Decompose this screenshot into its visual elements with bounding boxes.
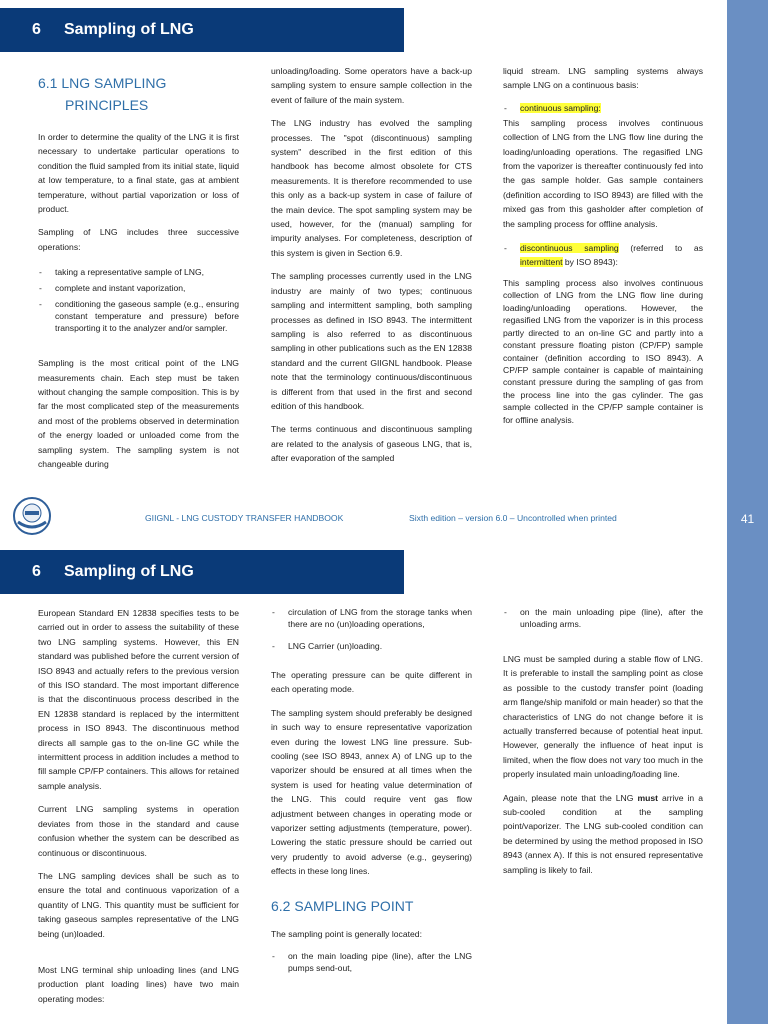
chapter-number: 6 (32, 21, 41, 38)
paragraph: The LNG sampling devices shall be such as to ensure the total and continuous vaporization of a quantity of LNG. This quantity must be sufficient for taking gaseous samples representative of the LNG being (un)loaded. (38, 870, 239, 939)
list-item: - taking a representative sample of LNG, (38, 266, 239, 278)
paragraph: The sampling system should preferably be designed in such way to ensure representative vaporization even during the lowest LNG line pressure. Sub- cooling (see ISO 8943, annex A) of LNG up to the vaporizer should be ensured at all times when the system is used for heating value determination of the LNG. This could require vent gas flow adjustment between changes in operating mode or vaporizer setting adjustments (temperature, power). Lowering the static pressure should be carried out very prudently to avoid adverse (e.g., geysering) effects in these long lines. (271, 707, 472, 877)
paragraph: Sampling of LNG includes three successive operations: (38, 227, 239, 252)
paragraph: The terms continuous and discontinuous sampling are related to the analysis of gaseous LNG, that is, after evaporation of the sampled (271, 424, 472, 464)
location-list (271, 950, 472, 974)
list-item: - complete and instant vaporization, (38, 282, 239, 294)
list-item (503, 102, 703, 114)
page-footer (0, 508, 727, 530)
paragraph: The sampling point is generally located: (271, 928, 422, 939)
sampling-types-list-2 (503, 241, 703, 269)
bottom-column-3 (503, 606, 703, 886)
bottom-column-2 (271, 606, 472, 983)
top-column-1 (38, 72, 239, 481)
list-text: (referred to as (618, 243, 704, 254)
chapter-title: Sampling of LNG (64, 563, 194, 580)
paragraph (503, 791, 703, 877)
chapter-banner-bottom (0, 550, 404, 594)
list-item: - on the main loading pipe (line), after the LNG pumps send-out, (271, 950, 472, 974)
footer-edition: Sixth edition – version 6.0 – Uncontrolled when printed (409, 513, 617, 523)
paragraph: Sampling is the most critical point of the LNG measurements chain. Each step must be taken without changing the sample composition. This is by far the most complicated step of the measurements and most of the problems observed in determination of the energy loaded or unloaded come from the sampling system. The sampling system is not changeable during (38, 358, 239, 470)
chapter-title: Sampling of LNG (64, 21, 194, 38)
highlighted-term: continuous sampling: (520, 102, 601, 113)
list-item: - LNG Carrier (un)loading. (271, 640, 472, 652)
heading-line: 6.1 LNG SAMPLING (38, 75, 167, 91)
text-run: arrive in a sub-cooled condition at the sampling point/vaporizer. The LNG sub-cooled condition can be determined by using the method proposed in ISO 8943 (annex A). If this is not ensured representative sampling is likely to fail. (503, 792, 703, 875)
heading-line: PRINCIPLES (65, 97, 149, 113)
operating-modes-list (271, 606, 472, 652)
paragraph: This sampling process also involves continuous collection of LNG from the LNG flow line during loading/unloading operations. However, the regasified LNG from the vaporizer is in this process partly directed to an on-line GC and partly into a constant pressure floating piston (CP/FP) sample container (definition according to ISO 8943). A CP/FP sample container is capable of maintaining constant pressure during the sampling of gas from the process line into the gas cylinder. The gas sample collected in the CP/FP sample container is for offline analysis. (503, 278, 703, 425)
chapter-number: 6 (32, 563, 41, 580)
paragraph: This sampling process involves continuous collection of LNG from the LNG flow line during the loading/unloading operations. The regasified LNG from the vaporizer is thereafter continuously fed into the gas sample holder. Gas sample containers (definition according to ISO 8943) are filled with the mixed gas from this gasholder after completion of the sampling process for offline analysis. (503, 117, 703, 229)
paragraph: unloading/loading. Some operators have a back-up sampling system to ensure sample collection in the event of failure of the main system. (271, 66, 472, 105)
section-heading-6-1 (38, 72, 239, 116)
bold-term: must (637, 792, 658, 803)
operations-list (38, 266, 239, 334)
chapter-banner-top (0, 8, 404, 52)
highlighted-term: intermittent (520, 257, 563, 268)
section-heading-6-2: 6.2 SAMPLING POINT (271, 897, 414, 914)
paragraph: liquid stream. LNG sampling systems always sample LNG on a continuous basis: (503, 66, 703, 91)
paragraph: LNG must be sampled during a stable flow of LNG. It is preferable to install the sampling point as close as possible to the custody transfer point (loading arm flange/ship manifold or main header) so that the characteristics of LNG do not change before it is actually transferred because of potential heat input. However, generally the influence of heat input is limited, when the flow does not vary too much in the properly insulated main unloading/loading line. (503, 654, 703, 780)
list-item: - on the main unloading pipe (line), after the unloading arms. (503, 606, 703, 630)
top-column-2 (271, 64, 472, 475)
paragraph: In order to determine the quality of the LNG it is first necessary to undertake particular operations to condition the fluid sampled from its initial state, liquid at low temperature, to a final state, gas at ambient temperature, without partial vaporization or loss of product. (38, 132, 239, 215)
paragraph: The LNG industry has evolved the sampling processes. The "spot (discontinuous) sampling system" described in the first edition of this handbook has become almost obsolete for CTS measurements. It is therefore recommended to use this only as a back-up system in case of failure of the main device. The spot sampling system may be used, however, for the (manual) sampling for impurity analyses. For completeness, description of this system is given in Section 6.9. (271, 118, 472, 258)
list-item (503, 241, 703, 269)
list-item: - circulation of LNG from the storage tanks when there are no (un)loading operations, (271, 606, 472, 630)
paragraph: Current LNG sampling systems in operation deviates from those in the standard and cause confusion whether the system can be described as continuous or discontinuous. (38, 804, 239, 858)
paragraph: The sampling processes currently used in the LNG industry are mainly of two types; continuous sampling and intermittent sampling, both sampling processes as defined in ISO 8943. The intermittent sampling is also referred to as discontinuous sampling in other publications such as the EN 12838 standard and the current GIIGNL handbook. Please note that the terminology continuous/discontinuous is different from that used in the first and second edition of this handbook. (271, 271, 472, 411)
location-list-cont (503, 606, 703, 630)
paragraph: The operating pressure can be quite different in each operating mode. (271, 670, 472, 695)
paragraph: Most LNG terminal ship unloading lines (and LNG production plant loading lines) have two main operating modes: (38, 964, 239, 1004)
top-column-3 (503, 64, 703, 435)
footer-title: GIIGNL - LNG CUSTODY TRANSFER HANDBOOK (145, 513, 344, 523)
bottom-column-1 (38, 606, 239, 1015)
paragraph: European Standard EN 12838 specifies tests to be carried out in order to assess the suitability of these two LNG sampling systems. However, this EN standard was published before the current version of ISO 8943 and actually refers to the previous version of this ISO standard. The most important difference is that the discontinuous process described in the EN 12838 standard is replaced by the intermittent process in ISO 8943. The discontinuous method directs all sample gas to the on-line GC while the intermittent process in addition includes a method to fill sample CP/FP containers. This allows for retained sample analysis. (38, 608, 239, 791)
list-item: - conditioning the gaseous sample (e.g., ensuring constant temperature and pressure) before transporting it to the analyzer and/or sampler. (38, 298, 239, 334)
sampling-types-list (503, 102, 703, 114)
highlighted-term: discontinuous sampling (520, 243, 619, 254)
list-text: by ISO 8943): (562, 257, 618, 268)
page-number: 41 (740, 512, 755, 526)
text-run: Again, please note that the LNG (503, 792, 638, 803)
